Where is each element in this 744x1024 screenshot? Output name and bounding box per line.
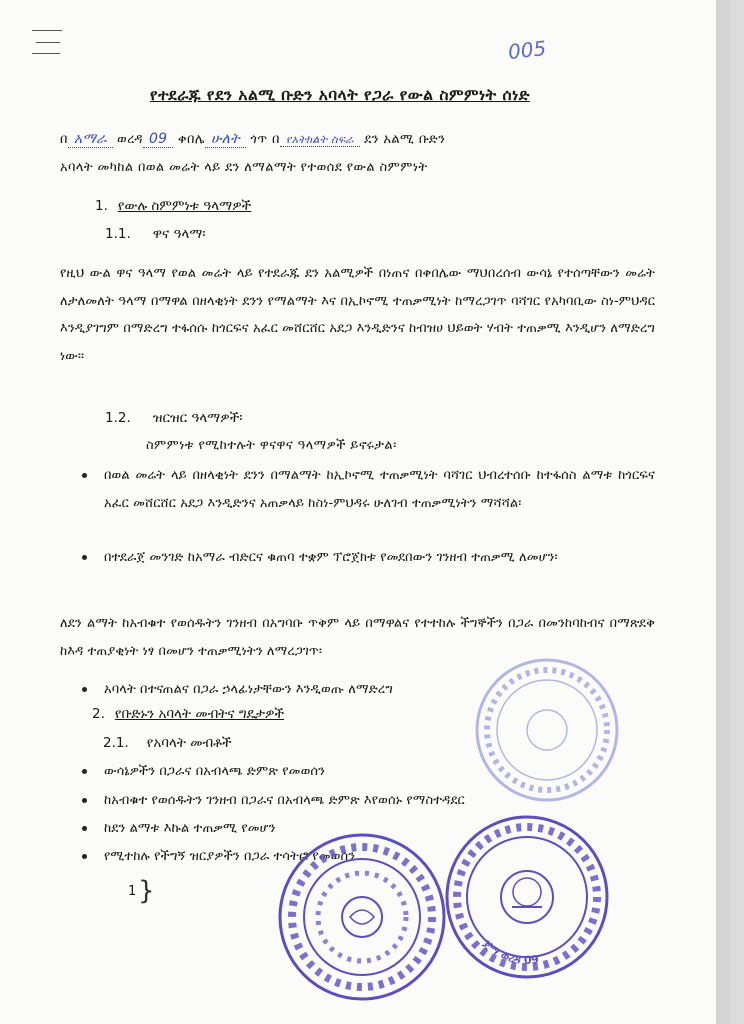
scan-mark bbox=[36, 42, 60, 43]
bullet-icon bbox=[82, 555, 87, 560]
stamp-partial-text: ጀማ ወረዳ 09 bbox=[480, 937, 540, 967]
section-1-paragraph-2: ለደን ልማት ከአብቁተ የወሰዱትን ገንዘብ በአግባቡ ጥቅም ላይ በማዋልና የተተከሉ ችግኞችን በጋራ በመንከባከብና በማጽደቅ ከእዳ ተጠያቂነት ነፃ በመሆን ተጠቃሚነትን ለማረጋገጥ፡ bbox=[60, 616, 655, 659]
bullet-icon bbox=[82, 473, 87, 478]
list-item: አባላት በተናጠልና በጋራ ኃላፊነታቸውን እንዲወጡ ለማድረግ bbox=[82, 676, 582, 704]
handwritten-page-code: 005 bbox=[506, 36, 548, 64]
section-1-1-paragraph: የዚህ ውል ዋና ዓላማ የወል መሬት ላይ የተደራጁ ደን አልሚዎች በነጠና በቀበሌው ማህበረሰብ ውሳኔ የተሰጣቸውን መሬት ለታለመለት ዓላማ በማዋል በዘላቂነት ደንን የማልማት እና በኢኮኖሚ ተጠቃሚነት ከማረጋገጥ ባሻገር የአካባቢው ስነ-ምህዳር እንዲያገግም በማድረግ ተፋሰሱ ከጎርፍና አፈር መሸርሸር አደጋ እንዲድንና ከብዝሀ ህይወት ሃብት ተጠቃሚ እንዲሆን ለማድረግ ነው፡፡ bbox=[60, 266, 655, 364]
stamp-bottom-right bbox=[442, 812, 612, 982]
document-title: የተደራጁ የደን አልሚ ቡድን አባላት የጋራ የውል ስምምነት ሰነድ bbox=[150, 86, 530, 104]
stamp-bottom-left bbox=[275, 830, 450, 1005]
bullet-icon bbox=[82, 826, 87, 831]
scan-mark bbox=[32, 30, 62, 31]
bullet-icon bbox=[82, 854, 87, 859]
scan-edge-shadow bbox=[716, 0, 730, 1024]
list-item: ከደን ልማቱ እኩል ተጠቃሚ የመሆን bbox=[82, 815, 482, 843]
scan-mark bbox=[32, 53, 60, 54]
section-1-heading: 1. የውሉ ስምምነቱ ዓላማዎች bbox=[95, 198, 252, 214]
intro-line-2: አባላት መካከል በወል መሬት ላይ ደን ለማልማት የተወሰደ የውል ስምምነት bbox=[60, 160, 428, 175]
section-1-1-heading: 1.1. ዋና ዓላማ፡ bbox=[105, 226, 206, 242]
list-item: በወል መሬት ላይ በዘላቂነት ደንን በማልማት ከኢኮኖሚ ተጠቃሚነት ባሻገር ህብረተሰቡ ከተፋሰስ ልማቱ ከጎርፍና አፈር መሸርሸር አደጋ እንዲድንና አጠቃላይ ከስነ-ምህዳሩ ሁለገብ ተጠቃሚነትን ማሻሻል፡ bbox=[82, 462, 655, 518]
bullet-icon bbox=[82, 798, 87, 803]
handwritten-kebele: ሁለት bbox=[205, 131, 246, 148]
page-number-brace: } bbox=[138, 876, 155, 906]
bullet-icon bbox=[82, 769, 87, 774]
list-item: ከአብቁተ የወሰዱትን ገንዘብ በጋራና በአብላጫ ድምጽ እየወሰኑ የማስተዳደር bbox=[82, 787, 622, 815]
section-2-heading: 2. የቡድኑን አባላት መብትና ግዴታዎች bbox=[92, 706, 284, 722]
section-1-2-intro: ስምምነቱ የሚከተሉት ዋናዋና ዓላማዎች ይኖሩታል፡ bbox=[146, 438, 397, 453]
stamp-top-right bbox=[472, 655, 622, 805]
list-item: የሚተከሉ የችግኝ ዝርያዎችን በጋራ ተሳትፎ የመወሰን bbox=[82, 843, 522, 871]
handwritten-zone: 09 bbox=[143, 131, 173, 148]
list-item: በተደራጀ መንገድ ከአማራ ብድርና ቁጠባ ተቋም ፕሮጀክቱ የመደበውን ገንዘብ ተጠቃሚ ለመሆን፡ bbox=[82, 544, 655, 572]
list-item: ውሳኔዎችን በጋራና በአብላጫ ድምጽ የመወሰን bbox=[82, 758, 602, 786]
section-1-2-heading: 1.2. ዝርዝር ዓላማዎች፡ bbox=[105, 410, 243, 426]
handwritten-village: የአትክልት ስፍራ bbox=[280, 133, 360, 147]
handwritten-region: አማራ bbox=[68, 131, 113, 148]
page-number: 1 bbox=[128, 884, 137, 899]
intro-line-1: በ አማራ ወረዳ 09 ቀበሌ ሁለት ጎጥ በ የአትክልት ስፍራ ደን አልሚ ቡድን bbox=[60, 131, 446, 147]
section-2-1-heading: 2.1. የአባላት መብቶች bbox=[103, 735, 232, 751]
bullet-icon bbox=[82, 687, 87, 692]
